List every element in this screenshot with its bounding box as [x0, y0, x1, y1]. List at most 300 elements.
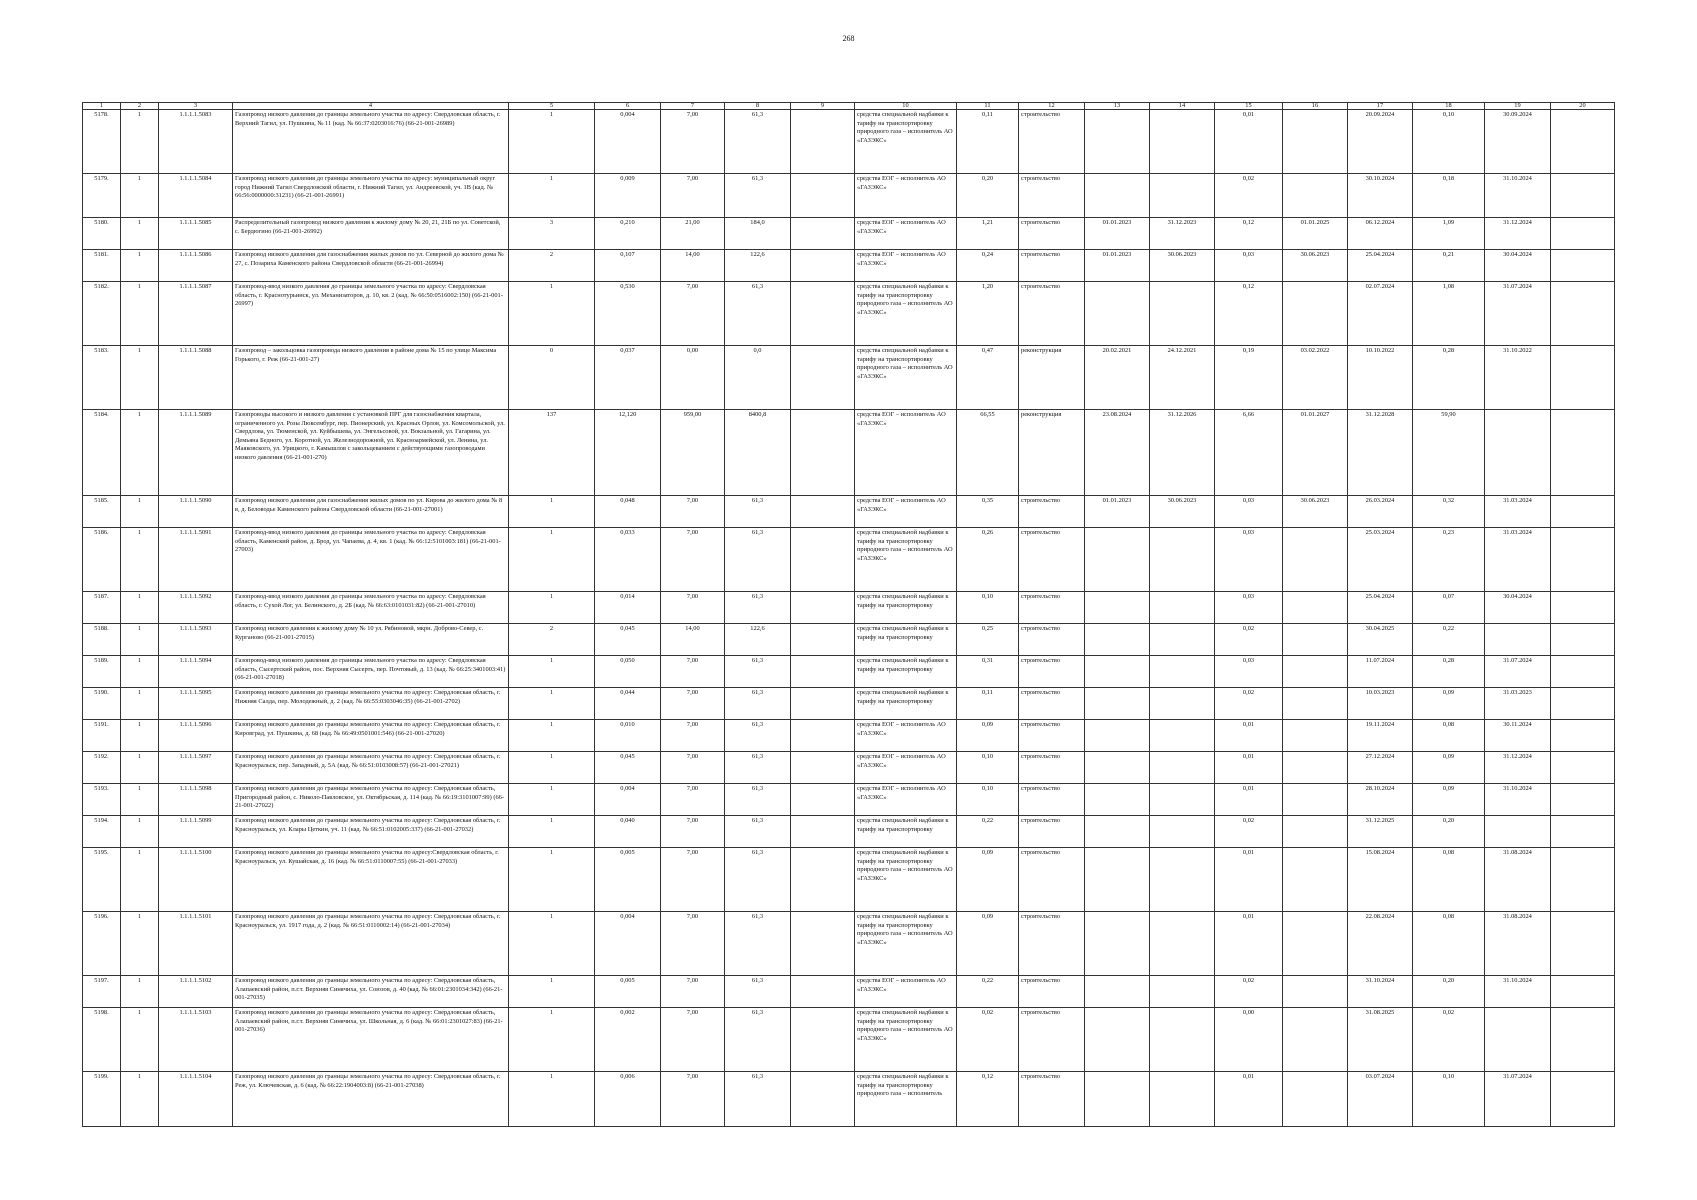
table-cell-col-6: 0,107 — [595, 250, 661, 282]
table-cell-col-5: 1 — [509, 720, 595, 752]
table-cell-col-3: 1.1.1.1.5100 — [159, 848, 233, 912]
table-cell-col-15: 0,12 — [1215, 218, 1283, 250]
table-cell-col-20 — [1551, 410, 1615, 496]
table-cell-col-4: Газопровод низкого давления к жилому дому № 10 ул. Рябиновой, мкрн. Доброво-Север, с. Курганово (66-21-001-27015) — [233, 624, 509, 656]
column-header-14: 14 — [1150, 103, 1215, 110]
table-cell-col-4: Газопровод – закольцовка газопровода низкого давления в районе дома № 15 по улице Максима Горького, г. Реж (66-21-001-27) — [233, 346, 509, 410]
table-cell-col-17: 15.08.2024 — [1348, 848, 1413, 912]
table-cell-col-17: 10.03.2023 — [1348, 688, 1413, 720]
table-cell-col-5: 1 — [509, 592, 595, 624]
table-cell-col-10: средства специальной надбавки к тарифу на транспортировку природного газа – исполнитель АО «ГАЗЭКС» — [855, 528, 957, 592]
table-cell-col-2: 1 — [121, 720, 159, 752]
table-cell-col-4: Распределительный газопровод низкого давления к жилому дому № 20, 21, 21Б по ул. Советской, с. Бердюгино (66-21-001-26992) — [233, 218, 509, 250]
table-cell-col-19: 31.10.2024 — [1485, 174, 1551, 218]
table-cell-col-1: 5187. — [83, 592, 121, 624]
table-cell-col-12: строительство — [1019, 592, 1085, 624]
table-cell-col-20 — [1551, 218, 1615, 250]
column-header-18: 18 — [1413, 103, 1485, 110]
column-header-20: 20 — [1551, 103, 1615, 110]
table-cell-col-5: 1 — [509, 1072, 595, 1127]
table-row — [83, 912, 1615, 976]
header-row — [83, 103, 1615, 110]
table-cell-col-19: 31.08.2024 — [1485, 912, 1551, 976]
table-cell-col-3: 1.1.1.1.5104 — [159, 1072, 233, 1127]
table-cell-col-3: 1.1.1.1.5096 — [159, 720, 233, 752]
table-cell-col-3: 1.1.1.1.5093 — [159, 624, 233, 656]
table-cell-col-16 — [1283, 752, 1348, 784]
table-cell-col-12: строительство — [1019, 976, 1085, 1008]
table-cell-col-13 — [1085, 784, 1150, 816]
table-cell-col-15: 0,01 — [1215, 1072, 1283, 1127]
table-cell-col-14 — [1150, 912, 1215, 976]
table-cell-col-2: 1 — [121, 816, 159, 848]
table-cell-col-13 — [1085, 624, 1150, 656]
table-cell-col-11: 0,09 — [957, 912, 1019, 976]
table-cell-col-11: 0,25 — [957, 624, 1019, 656]
table-cell-col-11: 1,20 — [957, 282, 1019, 346]
table-cell-col-8: 61,3 — [725, 528, 791, 592]
table-cell-col-10: средства ЕОГ – исполнитель АО «ГАЗЭКС» — [855, 752, 957, 784]
table-cell-col-3: 1.1.1.1.5103 — [159, 1008, 233, 1072]
table-cell-col-1: 5196. — [83, 912, 121, 976]
table-cell-col-8: 61,3 — [725, 752, 791, 784]
table-cell-col-4: Газопровод низкого давления до границы земельного участка по адресу: Свердловская область, Алапаевский район, п.г.т. Верхняя Синячиха, ул. Школьная, д. 6 (кад. № 66:01:2301027:83) (66-21-001-27036) — [233, 1008, 509, 1072]
table-cell-col-18: 1,09 — [1413, 218, 1485, 250]
table-cell-col-17: 31.12.2028 — [1348, 410, 1413, 496]
table-cell-col-3: 1.1.1.1.5087 — [159, 282, 233, 346]
table-cell-col-12: строительство — [1019, 110, 1085, 174]
table-cell-col-19: 31.03.2024 — [1485, 528, 1551, 592]
table-cell-col-19: 30.09.2024 — [1485, 110, 1551, 174]
table-row — [83, 1072, 1615, 1127]
table-cell-col-2: 1 — [121, 282, 159, 346]
table-cell-col-7: 0,00 — [661, 346, 725, 410]
table-cell-col-18: 0,10 — [1413, 110, 1485, 174]
table-cell-col-10: средства специальной надбавки к тарифу на транспортировку природного газа – исполнитель АО «ГАЗЭКС» — [855, 110, 957, 174]
table-cell-col-19: 31.07.2024 — [1485, 656, 1551, 688]
table-cell-col-20 — [1551, 784, 1615, 816]
table-cell-col-16 — [1283, 174, 1348, 218]
table-cell-col-7: 7,00 — [661, 282, 725, 346]
table-cell-col-14 — [1150, 848, 1215, 912]
table-cell-col-17: 31.12.2025 — [1348, 816, 1413, 848]
table-cell-col-11: 0,31 — [957, 656, 1019, 688]
column-header-9: 9 — [791, 103, 855, 110]
table-cell-col-6: 0,005 — [595, 848, 661, 912]
table-cell-col-11: 0,10 — [957, 784, 1019, 816]
table-cell-col-1: 5188. — [83, 624, 121, 656]
table-cell-col-2: 1 — [121, 912, 159, 976]
table-cell-col-16 — [1283, 912, 1348, 976]
column-header-7: 7 — [661, 103, 725, 110]
table-cell-col-20 — [1551, 1008, 1615, 1072]
table-cell-col-10: средства специальной надбавки к тарифу на транспортировку — [855, 816, 957, 848]
data-table — [82, 102, 1615, 1127]
table-cell-col-2: 1 — [121, 624, 159, 656]
table-cell-col-12: строительство — [1019, 656, 1085, 688]
table-cell-col-6: 0,033 — [595, 528, 661, 592]
table-cell-col-19 — [1485, 624, 1551, 656]
table-cell-col-1: 5192. — [83, 752, 121, 784]
table-cell-col-19 — [1485, 410, 1551, 496]
table-cell-col-4: Газопровод низкого давления до границы земельного участка по адресу: Свердловская область, г. Нижняя Салда, пер. Молодежный, д. 2 (кад. № 66:55:0303046:35) (66-21-001-2702) — [233, 688, 509, 720]
table-cell-col-3: 1.1.1.1.5086 — [159, 250, 233, 282]
table-cell-col-13 — [1085, 912, 1150, 976]
table-cell-col-1: 5199. — [83, 1072, 121, 1127]
table-cell-col-6: 0,006 — [595, 1072, 661, 1127]
table-cell-col-5: 3 — [509, 218, 595, 250]
table-cell-col-13: 23.08.2024 — [1085, 410, 1150, 496]
table-cell-col-19: 31.12.2024 — [1485, 752, 1551, 784]
table-cell-col-18: 0,28 — [1413, 346, 1485, 410]
column-header-11: 11 — [957, 103, 1019, 110]
table-cell-col-18: 0,22 — [1413, 624, 1485, 656]
table-cell-col-6: 0,045 — [595, 624, 661, 656]
table-cell-col-4: Газопровод низкого давления до границы земельного участка по адресу: муниципальный округ город Нижний Тагил Свердловской области, г. Нижний Тагил, ул. Андреевской, уч. 1В (кад. № 66:56:0000000:31231) (66-21-001-26991) — [233, 174, 509, 218]
table-cell-col-2: 1 — [121, 528, 159, 592]
table-cell-col-4: Газопровод низкого давления до границы земельного участка по адресу: Свердловская область, Алапаевский район, п.г.т. Верхняя Синячиха, ул. Союзов, д. 40 (кад. № 66:01:2301034:342) (66-21-001-27035) — [233, 976, 509, 1008]
table-cell-col-4: Газопровод низкого давления до границы земельного участка по адресу: Свердловская область, г. Красноуральск, пер. Западный, д. 5А (кад. № 66:51:0103008:57) (66-21-001-27021) — [233, 752, 509, 784]
table-cell-col-5: 1 — [509, 110, 595, 174]
table-cell-col-9 — [791, 174, 855, 218]
table-cell-col-6: 0,004 — [595, 784, 661, 816]
table-cell-col-2: 1 — [121, 110, 159, 174]
table-cell-col-12: строительство — [1019, 720, 1085, 752]
table-cell-col-10: средства ЕОГ – исполнитель АО «ГАЗЭКС» — [855, 174, 957, 218]
table-cell-col-6: 0,044 — [595, 688, 661, 720]
table-cell-col-7: 7,00 — [661, 752, 725, 784]
table-cell-col-3: 1.1.1.1.5101 — [159, 912, 233, 976]
table-cell-col-11: 0,22 — [957, 816, 1019, 848]
table-cell-col-2: 1 — [121, 848, 159, 912]
table-cell-col-17: 25.04.2024 — [1348, 250, 1413, 282]
table-cell-col-12: строительство — [1019, 174, 1085, 218]
table-row — [83, 496, 1615, 528]
table-cell-col-17: 28.10.2024 — [1348, 784, 1413, 816]
table-row — [83, 410, 1615, 496]
table-cell-col-13: 01.01.2023 — [1085, 218, 1150, 250]
table-cell-col-13 — [1085, 976, 1150, 1008]
table-row — [83, 720, 1615, 752]
table-cell-col-16 — [1283, 720, 1348, 752]
table-cell-col-5: 1 — [509, 784, 595, 816]
table-cell-col-5: 1 — [509, 816, 595, 848]
table-cell-col-16 — [1283, 1072, 1348, 1127]
table-cell-col-10: средства специальной надбавки к тарифу на транспортировку природного газа – исполнитель — [855, 1072, 957, 1127]
table-cell-col-13 — [1085, 592, 1150, 624]
table-row — [83, 346, 1615, 410]
table-cell-col-19 — [1485, 1008, 1551, 1072]
table-cell-col-2: 1 — [121, 218, 159, 250]
table-cell-col-4: Газопровод низкого давления до границы земельного участка по адресу: Свердловская область, г. Красноуральск, ул. Клары Цеткин, уч. 11 (кад. № 66:51:0102005:337) (66-21-001-27032) — [233, 816, 509, 848]
table-cell-col-5: 1 — [509, 912, 595, 976]
table-cell-col-1: 5185. — [83, 496, 121, 528]
table-cell-col-18: 0,10 — [1413, 1072, 1485, 1127]
table-cell-col-5: 137 — [509, 410, 595, 496]
table-cell-col-9 — [791, 688, 855, 720]
table-cell-col-11: 0,09 — [957, 720, 1019, 752]
table-cell-col-8: 61,3 — [725, 816, 791, 848]
table-cell-col-14: 31.12.2026 — [1150, 410, 1215, 496]
table-row — [83, 752, 1615, 784]
table-cell-col-14: 30.06.2023 — [1150, 496, 1215, 528]
table-cell-col-16 — [1283, 592, 1348, 624]
table-cell-col-16 — [1283, 656, 1348, 688]
table-cell-col-8: 61,3 — [725, 720, 791, 752]
table-row — [83, 282, 1615, 346]
column-header-4: 4 — [233, 103, 509, 110]
table-cell-col-9 — [791, 282, 855, 346]
table-cell-col-16 — [1283, 848, 1348, 912]
table-cell-col-18: 0,32 — [1413, 496, 1485, 528]
table-cell-col-2: 1 — [121, 976, 159, 1008]
table-cell-col-11: 0,47 — [957, 346, 1019, 410]
table-cell-col-3: 1.1.1.1.5099 — [159, 816, 233, 848]
table-cell-col-18: 0,21 — [1413, 250, 1485, 282]
table-cell-col-13 — [1085, 528, 1150, 592]
table-cell-col-1: 5184. — [83, 410, 121, 496]
table-cell-col-15: 0,02 — [1215, 688, 1283, 720]
table-cell-col-10: средства специальной надбавки к тарифу на транспортировку — [855, 656, 957, 688]
table-cell-col-4: Газопровод низкого давления до границы земельного участка по адресу: Свердловская область, г. Красноуральск, ул. 1917 года, д. 2 (кад. № 66:51:0110002:14) (66-21-001-27034) — [233, 912, 509, 976]
table-cell-col-7: 7,00 — [661, 720, 725, 752]
table-cell-col-20 — [1551, 752, 1615, 784]
table-cell-col-8: 61,3 — [725, 1072, 791, 1127]
table-cell-col-10: средства специальной надбавки к тарифу на транспортировку природного газа – исполнитель АО «ГАЗЭКС» — [855, 912, 957, 976]
table-cell-col-6: 0,050 — [595, 656, 661, 688]
table-cell-col-11: 0,20 — [957, 174, 1019, 218]
table-cell-col-8: 61,3 — [725, 174, 791, 218]
table-cell-col-14 — [1150, 656, 1215, 688]
table-cell-col-8: 61,3 — [725, 688, 791, 720]
table-cell-col-9 — [791, 784, 855, 816]
column-header-12: 12 — [1019, 103, 1085, 110]
table-cell-col-20 — [1551, 976, 1615, 1008]
table-cell-col-17: 06.12.2024 — [1348, 218, 1413, 250]
table-cell-col-16 — [1283, 976, 1348, 1008]
table-cell-col-19 — [1485, 816, 1551, 848]
table-cell-col-4: Газопровод низкого давления для газоснабжения жилых домов по ул. Северной до жилого дома № 27, с. Позариха Каменского района Свердловской области (66-21-001-26994) — [233, 250, 509, 282]
table-cell-col-11: 0,10 — [957, 752, 1019, 784]
table-cell-col-20 — [1551, 110, 1615, 174]
table-cell-col-20 — [1551, 282, 1615, 346]
table-row — [83, 816, 1615, 848]
table-cell-col-13: 01.01.2023 — [1085, 496, 1150, 528]
table-cell-col-6: 0,002 — [595, 1008, 661, 1072]
table-cell-col-9 — [791, 250, 855, 282]
table-cell-col-6: 0,045 — [595, 752, 661, 784]
table-cell-col-18: 0,09 — [1413, 784, 1485, 816]
table-cell-col-19: 30.04.2024 — [1485, 250, 1551, 282]
table-cell-col-7: 7,00 — [661, 1072, 725, 1127]
table-cell-col-16 — [1283, 816, 1348, 848]
table-cell-col-20 — [1551, 592, 1615, 624]
table-cell-col-16 — [1283, 282, 1348, 346]
table-cell-col-9 — [791, 656, 855, 688]
table-cell-col-10: средства ЕОГ – исполнитель АО «ГАЗЭКС» — [855, 410, 957, 496]
table-cell-col-15: 0,01 — [1215, 752, 1283, 784]
table-cell-col-20 — [1551, 250, 1615, 282]
table-cell-col-18: 0,08 — [1413, 720, 1485, 752]
table-cell-col-7: 7,00 — [661, 784, 725, 816]
column-header-2: 2 — [121, 103, 159, 110]
table-cell-col-1: 5193. — [83, 784, 121, 816]
table-cell-col-1: 5197. — [83, 976, 121, 1008]
table-cell-col-2: 1 — [121, 688, 159, 720]
table-cell-col-8: 61,3 — [725, 912, 791, 976]
table-cell-col-14: 31.12.2023 — [1150, 218, 1215, 250]
table-cell-col-10: средства специальной надбавки к тарифу на транспортировку — [855, 688, 957, 720]
table-cell-col-3: 1.1.1.1.5088 — [159, 346, 233, 410]
table-cell-col-1: 5183. — [83, 346, 121, 410]
table-cell-col-10: средства ЕОГ – исполнитель АО «ГАЗЭКС» — [855, 720, 957, 752]
table-cell-col-17: 22.08.2024 — [1348, 912, 1413, 976]
table-cell-col-19: 31.12.2024 — [1485, 218, 1551, 250]
table-cell-col-11: 0,22 — [957, 976, 1019, 1008]
table-cell-col-12: строительство — [1019, 688, 1085, 720]
table-cell-col-14 — [1150, 528, 1215, 592]
table-cell-col-9 — [791, 218, 855, 250]
table-cell-col-12: реконструкция — [1019, 410, 1085, 496]
table-cell-col-2: 1 — [121, 250, 159, 282]
table-cell-col-10: средства ЕОГ – исполнитель АО «ГАЗЭКС» — [855, 976, 957, 1008]
table-cell-col-17: 26.03.2024 — [1348, 496, 1413, 528]
table-cell-col-13 — [1085, 720, 1150, 752]
table-cell-col-12: реконструкция — [1019, 346, 1085, 410]
table-cell-col-9 — [791, 752, 855, 784]
table-cell-col-6: 0,010 — [595, 720, 661, 752]
table-cell-col-6: 0,210 — [595, 218, 661, 250]
table-row — [83, 784, 1615, 816]
table-cell-col-20 — [1551, 912, 1615, 976]
table-cell-col-4: Газопровод низкого давления до границы земельного участка по адресу: Свердловская область, г. Верхний Тагил, ул. Пушкина, № 11 (кад. № 66:37:0203016:76) (66-21-001-26989) — [233, 110, 509, 174]
table-cell-col-9 — [791, 410, 855, 496]
table-cell-col-15: 6,66 — [1215, 410, 1283, 496]
table-cell-col-5: 1 — [509, 752, 595, 784]
column-header-1: 1 — [83, 103, 121, 110]
table-cell-col-16 — [1283, 528, 1348, 592]
table-cell-col-14 — [1150, 624, 1215, 656]
table-cell-col-18: 1,08 — [1413, 282, 1485, 346]
table-cell-col-15: 0,03 — [1215, 250, 1283, 282]
table-cell-col-14 — [1150, 282, 1215, 346]
table-cell-col-7: 7,00 — [661, 816, 725, 848]
table-cell-col-7: 7,00 — [661, 912, 725, 976]
table-cell-col-15: 0,02 — [1215, 816, 1283, 848]
table-cell-col-8: 0,0 — [725, 346, 791, 410]
table-cell-col-6: 0,530 — [595, 282, 661, 346]
table-cell-col-20 — [1551, 656, 1615, 688]
table-cell-col-17: 10.10.2022 — [1348, 346, 1413, 410]
table-cell-col-15: 0,02 — [1215, 976, 1283, 1008]
table-cell-col-12: строительство — [1019, 528, 1085, 592]
table-cell-col-13: 01.01.2023 — [1085, 250, 1150, 282]
table-cell-col-12: строительство — [1019, 282, 1085, 346]
table-cell-col-17: 25.03.2024 — [1348, 528, 1413, 592]
column-header-3: 3 — [159, 103, 233, 110]
table-cell-col-9 — [791, 1008, 855, 1072]
table-cell-col-13 — [1085, 1072, 1150, 1127]
table-cell-col-18: 0,08 — [1413, 848, 1485, 912]
table-cell-col-10: средства специальной надбавки к тарифу на транспортировку природного газа – исполнитель АО «ГАЗЭКС» — [855, 1008, 957, 1072]
table-cell-col-14 — [1150, 976, 1215, 1008]
table-cell-col-3: 1.1.1.1.5102 — [159, 976, 233, 1008]
table-cell-col-12: строительство — [1019, 752, 1085, 784]
table-cell-col-8: 61,3 — [725, 496, 791, 528]
table-cell-col-3: 1.1.1.1.5092 — [159, 592, 233, 624]
table-cell-col-7: 7,00 — [661, 656, 725, 688]
table-cell-col-8: 184,0 — [725, 218, 791, 250]
page-number: 268 — [842, 34, 855, 43]
column-header-17: 17 — [1348, 103, 1413, 110]
table-cell-col-15: 0,02 — [1215, 174, 1283, 218]
table-cell-col-6: 0,048 — [595, 496, 661, 528]
table-cell-col-18: 0,18 — [1413, 174, 1485, 218]
table-cell-col-13 — [1085, 174, 1150, 218]
table-cell-col-15: 0,03 — [1215, 656, 1283, 688]
table-cell-col-12: строительство — [1019, 624, 1085, 656]
table-cell-col-3: 1.1.1.1.5090 — [159, 496, 233, 528]
table-cell-col-15: 0,01 — [1215, 848, 1283, 912]
column-header-19: 19 — [1485, 103, 1551, 110]
table-cell-col-2: 1 — [121, 1072, 159, 1127]
table-cell-col-13 — [1085, 282, 1150, 346]
table-cell-col-8: 61,3 — [725, 656, 791, 688]
table-cell-col-3: 1.1.1.1.5091 — [159, 528, 233, 592]
table-cell-col-13 — [1085, 752, 1150, 784]
table-row — [83, 174, 1615, 218]
table-cell-col-3: 1.1.1.1.5095 — [159, 688, 233, 720]
table-cell-col-1: 5191. — [83, 720, 121, 752]
table-cell-col-11: 0,26 — [957, 528, 1019, 592]
table-cell-col-5: 2 — [509, 624, 595, 656]
table-cell-col-19: 31.10.2024 — [1485, 976, 1551, 1008]
table-cell-col-13 — [1085, 110, 1150, 174]
table-cell-col-8: 122,6 — [725, 250, 791, 282]
column-header-8: 8 — [725, 103, 791, 110]
table-cell-col-2: 1 — [121, 410, 159, 496]
table-cell-col-20 — [1551, 496, 1615, 528]
table-cell-col-14 — [1150, 1072, 1215, 1127]
table-cell-col-7: 7,00 — [661, 496, 725, 528]
table-cell-col-11: 0,10 — [957, 592, 1019, 624]
table-cell-col-16 — [1283, 624, 1348, 656]
table-cell-col-8: 61,3 — [725, 784, 791, 816]
table-cell-col-2: 1 — [121, 174, 159, 218]
table-cell-col-4: Газопровод-ввод низкого давления до границы земельного участка по адресу: Свердловская область, Каменский район, д. Брод, ул. Чапаева, д. 4, кв. 1 (кад. № 66:12:5101003:181) (66-21-001-27003) — [233, 528, 509, 592]
table-cell-col-18: 0,20 — [1413, 976, 1485, 1008]
table-cell-col-17: 19.11.2024 — [1348, 720, 1413, 752]
table-cell-col-4: Газопроводы высокого и низкого давления с установкой ПРГ для газоснабжения квартала, ограниченного ул. Розы Люксембург, пер. Пионерский, ул. Красных Орлов, ул. Комсомольской, ул. Свердлова, ул. Тюменской, ул. Куйбышева, ул. Энгельсовой, ул. Вокзальной, ул. Гагарина, ул. Демьяна Бедного, ул. Коротной, ул. Железнодорожной, ул. Красноармейской, ул. Ленина, ул. Маяковского, ул. Урицкого, г. Камышлов с закольцеванием с действующими газопроводами низкого давления (66-21-001-270) — [233, 410, 509, 496]
table-cell-col-2: 1 — [121, 656, 159, 688]
table-cell-col-17: 31.10.2024 — [1348, 976, 1413, 1008]
table-cell-col-4: Газопровод низкого давления до границы земельного участка по адресу:Свердловская область, г. Красноуральск, ул. Кушайская, д. 16 (кад. № 66:51:0110007:55) (66-21-001-27033) — [233, 848, 509, 912]
table-cell-col-7: 7,00 — [661, 848, 725, 912]
table-cell-col-16 — [1283, 1008, 1348, 1072]
table-cell-col-8: 61,3 — [725, 976, 791, 1008]
table-cell-col-20 — [1551, 624, 1615, 656]
table-cell-col-17: 03.07.2024 — [1348, 1072, 1413, 1127]
table-cell-col-10: средства специальной надбавки к тарифу на транспортировку — [855, 592, 957, 624]
table-cell-col-8: 61,3 — [725, 110, 791, 174]
table-cell-col-14 — [1150, 174, 1215, 218]
table-cell-col-5: 1 — [509, 976, 595, 1008]
table-cell-col-13 — [1085, 1008, 1150, 1072]
table-cell-col-20 — [1551, 848, 1615, 912]
table-cell-col-9 — [791, 110, 855, 174]
table-cell-col-6: 0,009 — [595, 174, 661, 218]
table-cell-col-1: 5182. — [83, 282, 121, 346]
